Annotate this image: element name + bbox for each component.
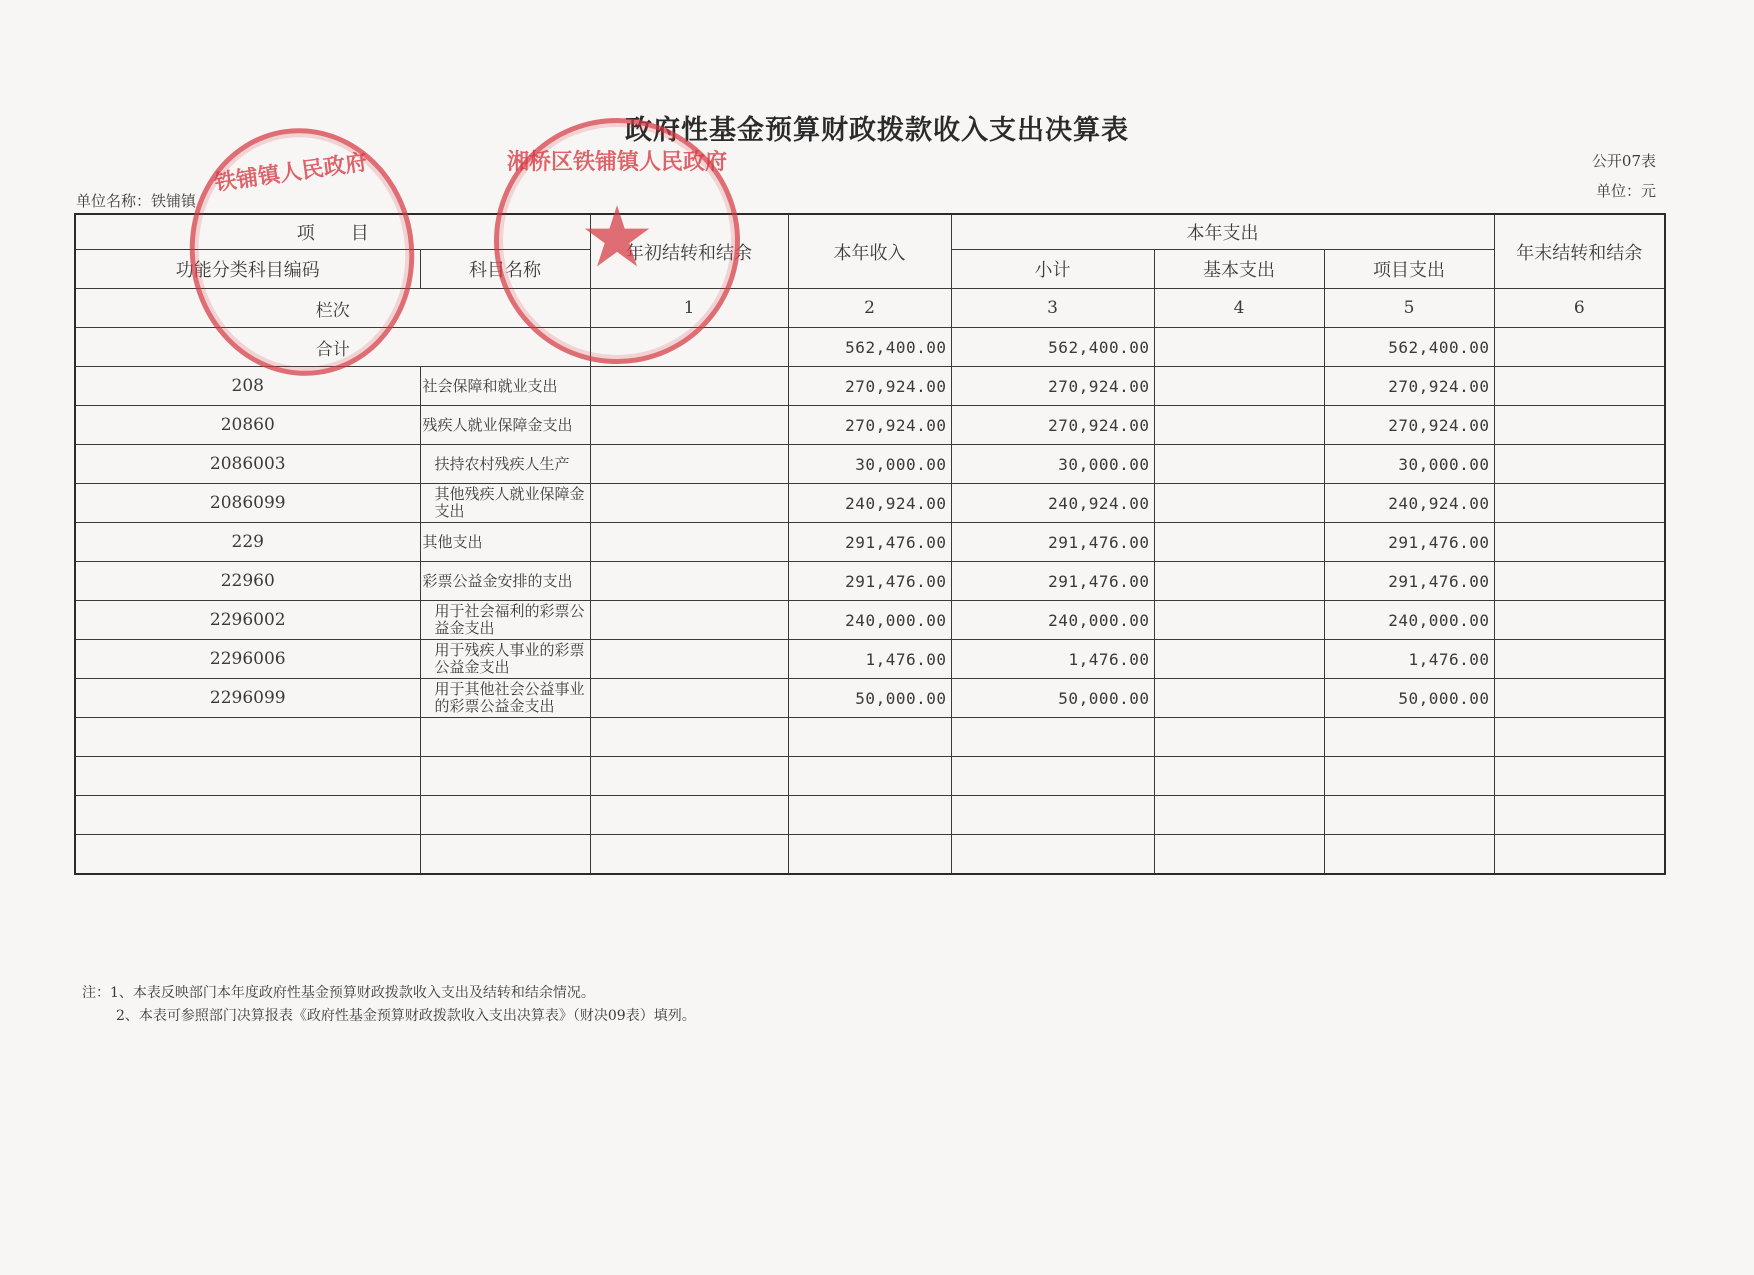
table-row xyxy=(75,484,1665,523)
seal-star-icon: ★ xyxy=(579,188,655,286)
header-opening: 年初结转和结余 xyxy=(590,214,788,289)
row-project-expense: 1,476.00 xyxy=(1324,640,1494,679)
row-subtotal: 270,924.00 xyxy=(951,367,1154,406)
row-code: 2086099 xyxy=(75,484,420,523)
row-opening xyxy=(590,406,788,445)
total-subtotal: 562,400.00 xyxy=(951,328,1154,367)
document-title: 政府性基金预算财政拨款收入支出决算表 xyxy=(625,115,1129,146)
empty-cell xyxy=(1324,796,1494,835)
header-income: 本年收入 xyxy=(788,214,951,289)
row-income: 270,924.00 xyxy=(788,367,951,406)
row-income: 291,476.00 xyxy=(788,562,951,601)
row-closing xyxy=(1494,484,1665,523)
row-project-expense: 50,000.00 xyxy=(1324,679,1494,718)
row-income: 1,476.00 xyxy=(788,640,951,679)
row-income: 270,924.00 xyxy=(788,406,951,445)
empty-cell xyxy=(788,796,951,835)
empty-cell xyxy=(590,796,788,835)
row-name: 扶持农村残疾人生产 xyxy=(420,445,590,484)
empty-cell xyxy=(951,757,1154,796)
empty-cell xyxy=(1494,757,1665,796)
row-project-expense: 240,924.00 xyxy=(1324,484,1494,523)
header-name: 科目名称 xyxy=(420,250,590,289)
total-closing xyxy=(1494,328,1665,367)
row-subtotal: 291,476.00 xyxy=(951,562,1154,601)
row-name: 社会保障和就业支出 xyxy=(420,367,590,406)
notes xyxy=(82,982,696,1028)
header-closing: 年末结转和结余 xyxy=(1494,214,1665,289)
note-line-1: 注：1、本表反映部门本年度政府性基金预算财政拨款收入支出及结转和结余情况。 xyxy=(82,985,595,1001)
row-opening xyxy=(590,679,788,718)
empty-cell xyxy=(1324,718,1494,757)
row-project-expense: 270,924.00 xyxy=(1324,406,1494,445)
row-basic xyxy=(1154,523,1324,562)
row-basic xyxy=(1154,406,1324,445)
row-code: 2296006 xyxy=(75,640,420,679)
total-project-expense: 562,400.00 xyxy=(1324,328,1494,367)
seal-right-text: 湘桥区铁铺镇人民政府 xyxy=(506,150,727,175)
currency-unit: 单位：元 xyxy=(1595,182,1656,200)
row-basic xyxy=(1154,640,1324,679)
row-subtotal: 240,000.00 xyxy=(951,601,1154,640)
empty-cell xyxy=(420,835,590,875)
empty-cell xyxy=(788,835,951,875)
header-subtotal: 小计 xyxy=(951,250,1154,289)
index-col-1: 1 xyxy=(590,289,788,328)
row-name: 残疾人就业保障金支出 xyxy=(420,406,590,445)
row-closing xyxy=(1494,523,1665,562)
empty-row xyxy=(75,835,1665,875)
header-project: 项 目 xyxy=(75,214,590,250)
empty-cell xyxy=(1494,718,1665,757)
row-subtotal: 50,000.00 xyxy=(951,679,1154,718)
seal-left-text: 铁铺镇人民政府 xyxy=(212,150,369,197)
empty-cell xyxy=(1494,796,1665,835)
empty-cell xyxy=(1154,796,1324,835)
table-row xyxy=(75,640,1665,679)
row-name: 用于残疾人事业的彩票公益金支出 xyxy=(420,640,590,679)
row-code: 2086003 xyxy=(75,445,420,484)
row-basic xyxy=(1154,679,1324,718)
row-project-expense: 270,924.00 xyxy=(1324,367,1494,406)
row-closing xyxy=(1494,445,1665,484)
empty-cell xyxy=(788,718,951,757)
total-income: 562,400.00 xyxy=(788,328,951,367)
empty-cell xyxy=(1154,718,1324,757)
row-income: 50,000.00 xyxy=(788,679,951,718)
row-project-expense: 30,000.00 xyxy=(1324,445,1494,484)
row-opening xyxy=(590,640,788,679)
header-code: 功能分类科目编码 xyxy=(75,250,420,289)
index-col-5: 5 xyxy=(1324,289,1494,328)
form-number: 公开07表 xyxy=(1591,152,1656,170)
row-closing xyxy=(1494,679,1665,718)
table-row xyxy=(75,406,1665,445)
empty-cell xyxy=(951,835,1154,875)
row-income: 30,000.00 xyxy=(788,445,951,484)
row-closing xyxy=(1494,601,1665,640)
row-name: 其他残疾人就业保障金支出 xyxy=(420,484,590,523)
row-project-expense: 291,476.00 xyxy=(1324,562,1494,601)
header-project-expense: 项目支出 xyxy=(1324,250,1494,289)
empty-cell xyxy=(590,757,788,796)
empty-cell xyxy=(590,718,788,757)
empty-cell xyxy=(1154,757,1324,796)
row-opening xyxy=(590,523,788,562)
total-label: 合计 xyxy=(75,328,590,367)
empty-cell xyxy=(951,796,1154,835)
row-subtotal: 1,476.00 xyxy=(951,640,1154,679)
empty-cell xyxy=(1324,757,1494,796)
empty-cell xyxy=(75,835,420,875)
row-name: 用于社会福利的彩票公益金支出 xyxy=(420,601,590,640)
empty-cell xyxy=(590,835,788,875)
empty-cell xyxy=(420,757,590,796)
empty-cell xyxy=(420,796,590,835)
table-row xyxy=(75,445,1665,484)
empty-cell xyxy=(788,757,951,796)
empty-cell xyxy=(1154,835,1324,875)
row-code: 208 xyxy=(75,367,420,406)
note-line-2: 2、本表可参照部门决算报表《政府性基金预算财政拨款收入支出决算表》（财决09表）填列。 xyxy=(116,1008,696,1024)
total-basic xyxy=(1154,328,1324,367)
row-income: 291,476.00 xyxy=(788,523,951,562)
row-opening xyxy=(590,484,788,523)
row-subtotal: 30,000.00 xyxy=(951,445,1154,484)
row-project-expense: 240,000.00 xyxy=(1324,601,1494,640)
empty-row xyxy=(75,796,1665,835)
row-code: 20860 xyxy=(75,406,420,445)
table-row xyxy=(75,562,1665,601)
row-name: 用于其他社会公益事业的彩票公益金支出 xyxy=(420,679,590,718)
unit-name: 单位名称：铁铺镇 xyxy=(76,192,197,210)
row-opening xyxy=(590,562,788,601)
index-col-3: 3 xyxy=(951,289,1154,328)
row-opening xyxy=(590,445,788,484)
index-col-6: 6 xyxy=(1494,289,1665,328)
row-project-expense: 291,476.00 xyxy=(1324,523,1494,562)
row-basic xyxy=(1154,367,1324,406)
row-closing xyxy=(1494,562,1665,601)
row-code: 2296099 xyxy=(75,679,420,718)
row-code: 2296002 xyxy=(75,601,420,640)
empty-cell xyxy=(1494,835,1665,875)
row-code: 22960 xyxy=(75,562,420,601)
header-basic: 基本支出 xyxy=(1154,250,1324,289)
index-label: 栏次 xyxy=(75,289,590,328)
row-income: 240,000.00 xyxy=(788,601,951,640)
empty-row xyxy=(75,757,1665,796)
index-col-2: 2 xyxy=(788,289,951,328)
empty-cell xyxy=(420,718,590,757)
row-name: 彩票公益金安排的支出 xyxy=(420,562,590,601)
row-income: 240,924.00 xyxy=(788,484,951,523)
row-subtotal: 240,924.00 xyxy=(951,484,1154,523)
table-row xyxy=(75,679,1665,718)
row-opening xyxy=(590,367,788,406)
index-col-4: 4 xyxy=(1154,289,1324,328)
row-basic xyxy=(1154,562,1324,601)
row-closing xyxy=(1494,640,1665,679)
empty-cell xyxy=(75,718,420,757)
row-subtotal: 270,924.00 xyxy=(951,406,1154,445)
row-basic xyxy=(1154,484,1324,523)
row-opening xyxy=(590,601,788,640)
table-row xyxy=(75,523,1665,562)
header-expense: 本年支出 xyxy=(951,214,1494,250)
table-row xyxy=(75,601,1665,640)
empty-cell xyxy=(1324,835,1494,875)
empty-cell xyxy=(75,796,420,835)
empty-cell xyxy=(75,757,420,796)
row-basic xyxy=(1154,445,1324,484)
row-closing xyxy=(1494,406,1665,445)
row-closing xyxy=(1494,367,1665,406)
official-seal-right xyxy=(494,118,740,364)
row-subtotal: 291,476.00 xyxy=(951,523,1154,562)
empty-cell xyxy=(951,718,1154,757)
row-code: 229 xyxy=(75,523,420,562)
row-name: 其他支出 xyxy=(420,523,590,562)
row-basic xyxy=(1154,601,1324,640)
empty-row xyxy=(75,718,1665,757)
